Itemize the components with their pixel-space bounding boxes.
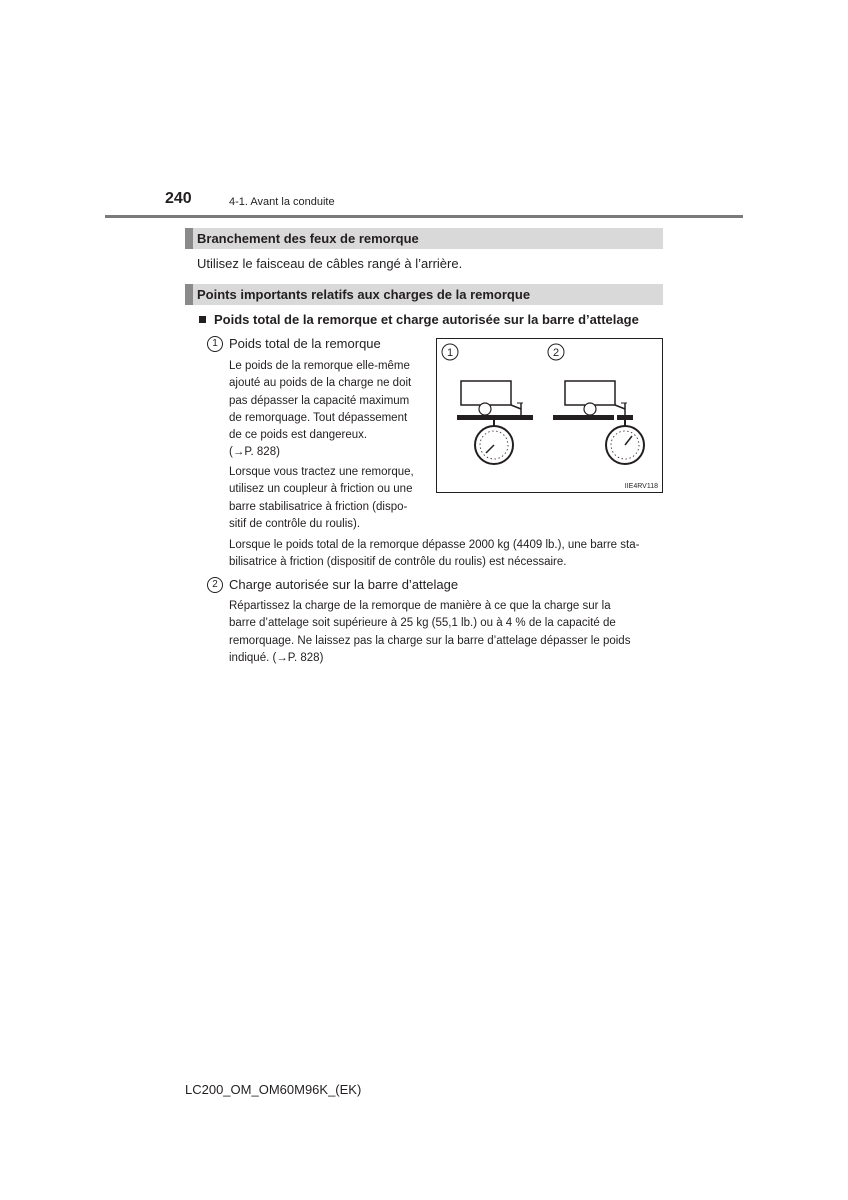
page-number: 240 (165, 190, 192, 207)
text-line: de remorquage. Tout dépassement (229, 411, 408, 424)
circled-number-2: 2 (207, 577, 223, 593)
item2-paragraph (229, 598, 659, 667)
heading-trailer-lights: Branchement des feux de remorque (197, 231, 419, 246)
trailer-drawbar (511, 405, 521, 409)
text-line: Lorsque le poids total de la remorque dépasse 2000 kg (4409 lb.), une barre sta- (229, 539, 640, 551)
scale-platform (457, 415, 533, 420)
text-line: remorquage. Ne laissez pas la charge sur la barre d’attelage dépasser le poids (229, 634, 631, 647)
footer-document-code: LC200_OM_OM60M96K_(EK) (185, 1082, 362, 1097)
figure-code: IIE4RV118 (624, 483, 658, 490)
heading-trailer-loads: Points importants relatifs aux charges de la remorque (197, 287, 531, 302)
item1-title: Poids total de la remorque (229, 336, 381, 351)
text-line: bilisatrice à friction (dispositif de contrôle du roulis) est nécessaire. (229, 556, 567, 569)
heading-bar-trailer-loads (185, 284, 663, 305)
trailer-weight-illustration (437, 339, 662, 492)
heading-bar-trailer-lights (185, 228, 663, 249)
header-rule (105, 215, 743, 218)
text-line: barre d’attelage soit supérieure à 25 kg (55,1 lb.) ou à 4 % de la capacité de (229, 617, 616, 630)
item1-paragraph-1 (229, 358, 423, 462)
trailer-body-icon (461, 381, 511, 405)
trailer-body-icon (565, 381, 615, 405)
trailer-lights-text: Utilisez le faisceau de câbles rangé à l’arrière. (197, 256, 463, 271)
page-reference: (→P. 828) (229, 446, 280, 459)
small-scale-platform (617, 415, 633, 420)
text-line: pas dépasser la capacité maximum (229, 394, 410, 407)
trailer-wheel-icon (479, 403, 491, 415)
text-line: utilisez un coupleur à friction ou une (229, 483, 413, 496)
trailer-total-weight-scene (457, 381, 533, 464)
item1-paragraph-3 (229, 537, 659, 572)
trailer-wheel-icon (584, 403, 596, 415)
ground-bar (553, 415, 614, 420)
text-line: sitif de contrôle du roulis). (229, 517, 361, 530)
text-line: de ce poids est dangereux. (229, 429, 368, 442)
section-label: 4-1. Avant la conduite (229, 196, 335, 208)
text-line: ajouté au poids de la charge ne doit (229, 377, 412, 390)
tongue-weight-scene (553, 381, 644, 464)
text-line: Le poids de la remorque elle-même (229, 360, 410, 372)
circled-number-1: 1 (207, 336, 223, 352)
item1-paragraph-2 (229, 464, 423, 533)
figure-label-2: 2 (552, 347, 560, 359)
text-line: Répartissez la charge de la remorque de manière à ce que la charge sur la (229, 600, 611, 612)
figure-trailer-weights (436, 338, 663, 493)
text-line: barre stabilisatrice à friction (dispo- (229, 500, 408, 513)
page-reference: indiqué. (→P. 828) (229, 651, 324, 664)
figure-label-1: 1 (446, 347, 454, 359)
text-line: Lorsque vous tractez une remorque, (229, 466, 414, 478)
square-bullet-icon (199, 316, 206, 323)
subheading-weights: Poids total de la remorque et charge autorisée sur la barre d’attelage (214, 312, 639, 327)
item2-title: Charge autorisée sur la barre d’attelage (229, 577, 459, 592)
trailer-drawbar (615, 405, 625, 409)
